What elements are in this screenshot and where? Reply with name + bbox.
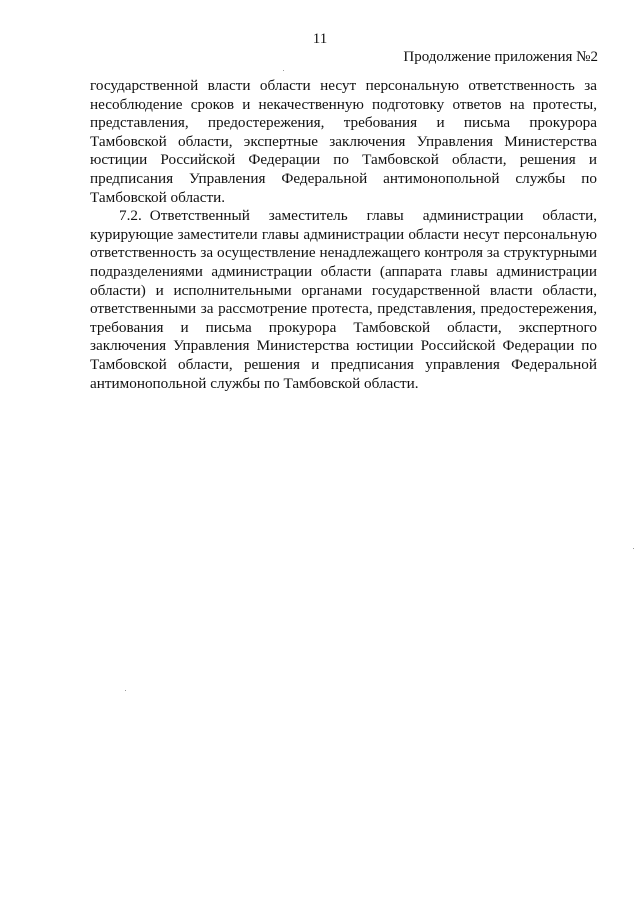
paragraph-7-2	[90, 207, 597, 393]
scan-speck	[283, 70, 284, 71]
paragraph-text: Ответственный заместитель главы администрации области, курирующие заместители главы администрации области несут персональную ответственность за осуществление ненадлежащего контроля за структурными подразделениями администрации области (аппарата главы администрации области) и исполнительными органами государственной власти области, ответственными за рассмотрение протеста, представления, предостережения, требования и письма прокурора Тамбовской области, экспертного заключения Управления Министерства юстиции Российской Федерации по Тамбовской области, решения и предписания управления Федеральной антимонопольной службы по Тамбовской области.	[90, 207, 597, 392]
appendix-continuation-note: Продолжение приложения №2	[403, 49, 598, 65]
paragraph-number: 7.2.	[119, 207, 142, 225]
paragraph-continued: государственной власти области несут персональную ответственность за несоблюдение сроков и некачественную подготовку ответов на протесты, представления, предостережения, требования и письма прокурора Тамбовской области, экспертные заключения Управления Министерства юстиции Российской Федерации по Тамбовской области, решения и предписания Управления Федеральной антимонопольной службы по Тамбовской области.	[90, 77, 597, 206]
scan-speck	[125, 690, 126, 691]
page-number: 11	[312, 31, 328, 47]
document-body	[90, 77, 597, 393]
scan-speck	[633, 548, 634, 549]
